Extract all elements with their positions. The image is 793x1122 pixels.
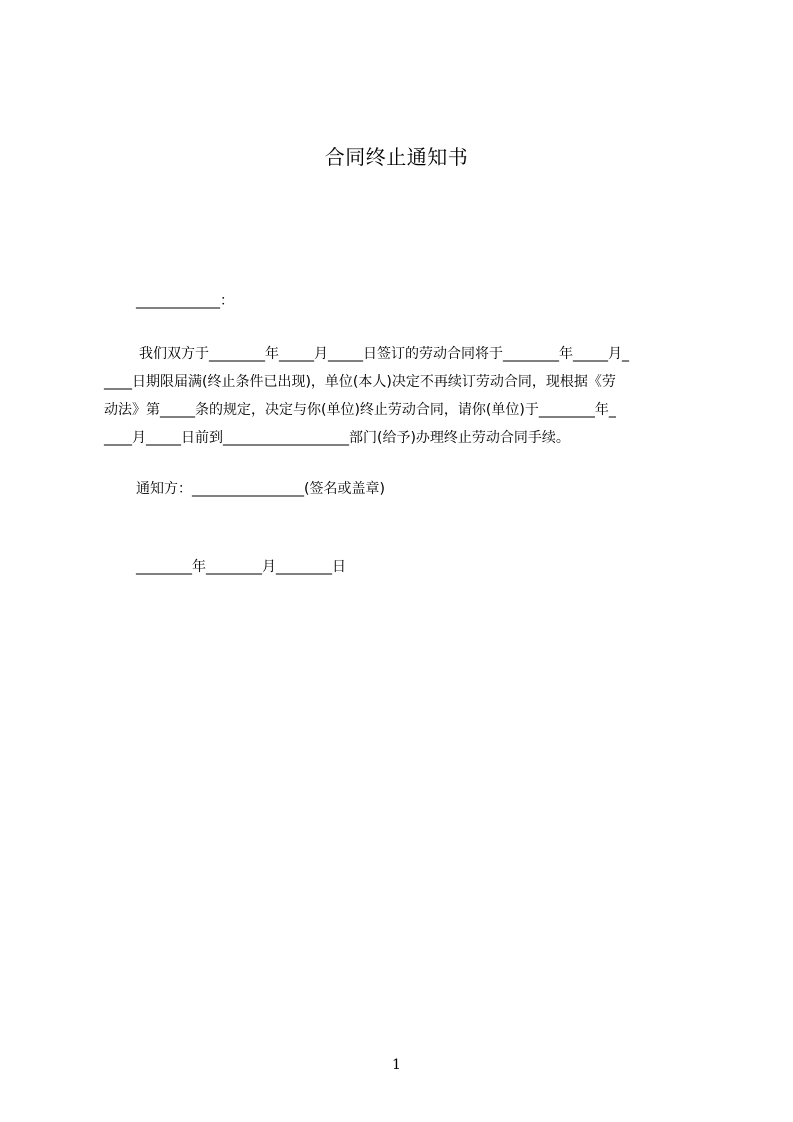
document-title: 合同终止通知书 <box>324 145 469 169</box>
date-line: ________年________月________日 <box>136 559 346 575</box>
body-line-1: 我们双方于________年_____月_____日签订的劳动合同将于________年_____月_ <box>139 346 629 362</box>
notice-body <box>104 340 698 452</box>
recipient-salutation: ____________： <box>136 293 234 309</box>
body-line-4: ____月_____日前到__________________部门(给予)办理终止劳动合同手续。 <box>104 430 570 446</box>
body-line-3: 动法》第_____条的规定，决定与你(单位)终止劳动合同，请你(单位)于________年_ <box>104 402 616 418</box>
notifier-signature-line: 通知方：________________(签名或盖章) <box>136 481 385 497</box>
page-number: 1 <box>392 1057 401 1073</box>
body-line-2: ____日期限届满(终止条件已出现)，单位(本人)决定不再续订劳动合同，现根据《劳 <box>104 374 616 390</box>
